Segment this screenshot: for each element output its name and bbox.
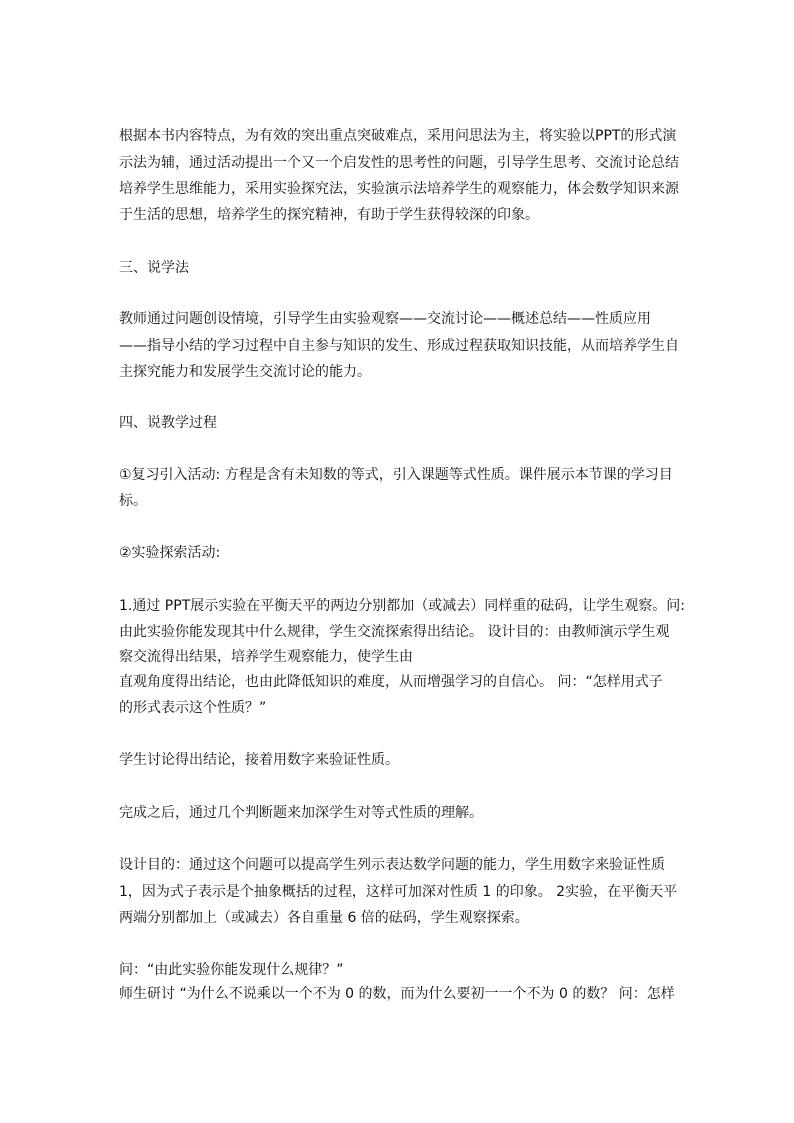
paragraph-line: 教师通过问题创设情境，引导学生由实验观察——交流讨论——概述总结——性质应用 (119, 311, 651, 327)
paragraph-line: 的形式表示这个性质？” (119, 700, 267, 716)
section-heading: 四、说教学过程 (119, 415, 217, 431)
paragraph-line: 直观角度得出结论，也由此降低知识的难度，从而增强学习的自信心。 问：“怎样用式子 (119, 674, 663, 690)
paragraph-line: 1.通过 PPT展示实验在平衡天平的两边分别都加（或减去）同样重的砝码，让学生观察。问: (119, 598, 685, 614)
section-heading: 三、说学法 (119, 260, 189, 276)
paragraph-line: 1，因为式子表示是个抽象概括的过程，这样可加深对性质 1 的印象。 2实验，在平衡天平 (119, 884, 678, 900)
paragraph-line: 两端分别都加上（或减去）各自重量 6 倍的砝码，学生观察探索。 (119, 910, 529, 926)
paragraph-line: 主探究能力和发展学生交流讨论的能力。 (119, 364, 371, 380)
paragraph-line: 学生讨论得出结论，接着用数字来验证性质。 (119, 752, 399, 768)
paragraph-line: 标。 (119, 493, 147, 509)
paragraph-line: 问：“由此实验你能发现什么规律？” (119, 962, 344, 978)
paragraph-line: 设计目的：通过这个问题可以提高学生列示表达数学问题的能力，学生用数字来验证性质 (119, 857, 665, 873)
paragraph-line: 由此实验你能发现其中什么规律，学生交流探索得出结论。 设计目的：由教师演示学生观 (119, 624, 670, 640)
paragraph-line: 师生研讨 “为什么不说乘以一个不为 0 的数，而为什么要初一一个不为 0 的数？ 问：怎样 (119, 986, 675, 1002)
paragraph-line: ——指导小结的学习过程中自主参与知识的发生、形成过程获取知识技能，从而培养学生自 (119, 338, 679, 354)
paragraph-line: 于生活的思想，培养学生的探究精神，有助于学生获得较深的印象。 (119, 207, 539, 223)
paragraph-line: 根据本书内容特点，为有效的突出重点突破难点，采用问思法为主，将实验以PPT的形式演 (119, 128, 677, 144)
paragraph-line: 完成之后，通过几个判断题来加深学生对等式性质的理解。 (119, 805, 483, 821)
paragraph-line: 察交流得出结果，培养学生观察能力，使学生由 (119, 649, 413, 665)
paragraph-line: ②实验探索活动: (119, 545, 221, 561)
paragraph-line: ①复习引入活动: 方程是含有未知数的等式，引入课题等式性质。课件展示本节课的学习目 (119, 467, 673, 483)
paragraph-line: 示法为辅，通过活动提出一个又一个启发性的思考性的问题，引导学生思考、交流讨论总结 (119, 155, 679, 171)
paragraph-line: 培养学生思维能力，采用实验探究法，实验演示法培养学生的观察能力，体会数学知识来源 (119, 181, 679, 197)
